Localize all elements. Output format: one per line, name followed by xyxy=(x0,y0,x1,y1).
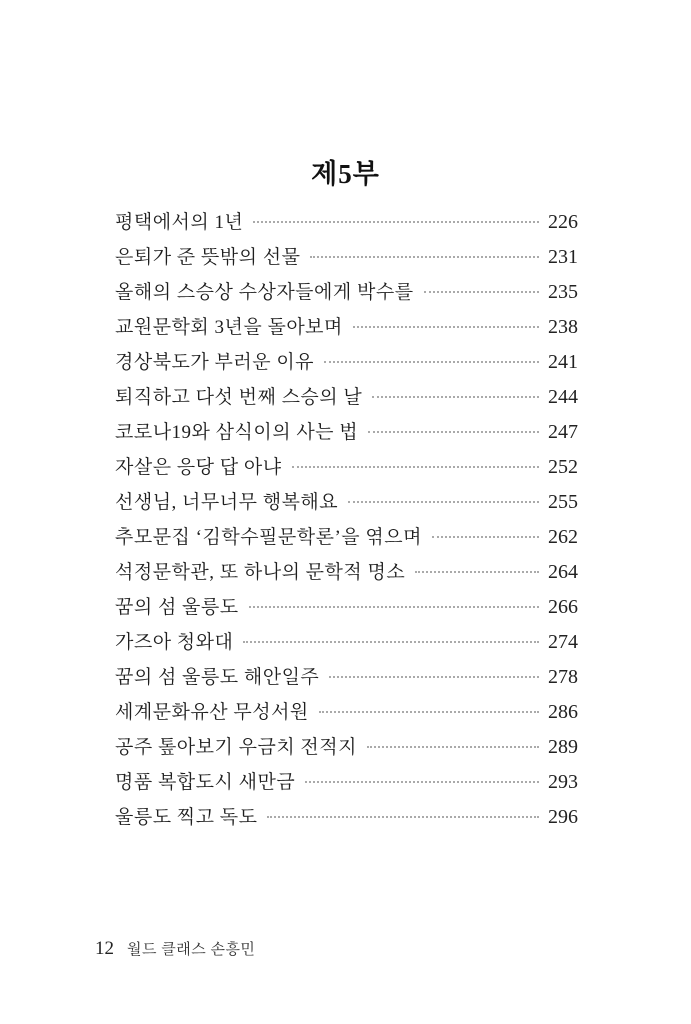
dotted-leader xyxy=(324,361,539,363)
toc-entry-title: 명품 복합도시 새만금 xyxy=(115,772,296,793)
toc-entry-title: 퇴직하고 다섯 번째 스승의 날 xyxy=(115,387,363,408)
toc-entry-title: 경상북도가 부러운 이유 xyxy=(115,352,315,373)
dotted-leader xyxy=(305,781,539,783)
dotted-leader xyxy=(415,571,539,573)
toc-entry-title: 선생님, 너무너무 행복해요 xyxy=(115,492,339,513)
toc-entry-title: 공주 톺아보기 우금치 전적지 xyxy=(115,737,357,758)
dotted-leader xyxy=(432,536,539,538)
dotted-leader xyxy=(348,501,539,503)
toc-entry-page: 289 xyxy=(548,736,578,758)
dotted-leader xyxy=(310,256,539,258)
toc-entry xyxy=(115,310,578,345)
toc-entry xyxy=(115,765,578,800)
toc-entry-page: 247 xyxy=(548,421,578,443)
toc-entry-title: 추모문집 ‘김학수필문학론’을 엮으며 xyxy=(115,527,422,548)
dotted-leader xyxy=(253,221,539,223)
toc-entry xyxy=(115,730,578,765)
dotted-leader xyxy=(267,816,539,818)
toc-entry-title: 세계문화유산 무성서원 xyxy=(115,702,309,723)
toc-entry xyxy=(115,240,578,275)
toc-entry-page: 278 xyxy=(548,666,578,688)
toc-entry-title: 코로나19와 삼식이의 사는 법 xyxy=(115,422,359,443)
toc-entry xyxy=(115,380,578,415)
toc-entry-page: 252 xyxy=(548,456,578,478)
toc-entry xyxy=(115,415,578,450)
toc-entry-title: 자살은 응당 답 아냐 xyxy=(115,457,282,478)
toc-entry xyxy=(115,520,578,555)
toc-entry xyxy=(115,275,578,310)
toc-entry xyxy=(115,345,578,380)
dotted-leader xyxy=(329,676,539,678)
toc-entry-page: 264 xyxy=(548,561,578,583)
toc-entry-page: 226 xyxy=(548,211,578,233)
dotted-leader xyxy=(372,396,539,398)
book-title: 월드 클래스 손흥민 xyxy=(127,942,256,958)
toc-entry-page: 262 xyxy=(548,526,578,548)
toc-entry xyxy=(115,660,578,695)
folio-page-number: 12 xyxy=(95,938,114,959)
toc-entry-title: 은퇴가 준 뜻밖의 선물 xyxy=(115,247,301,268)
dotted-leader xyxy=(367,746,539,748)
toc-entry-page: 244 xyxy=(548,386,578,408)
dotted-leader xyxy=(243,641,539,643)
toc-entry-title: 가즈아 청와대 xyxy=(115,632,234,653)
toc-entry-page: 293 xyxy=(548,771,578,793)
toc-entry-title: 울릉도 찍고 독도 xyxy=(115,807,258,828)
toc-list xyxy=(115,205,578,835)
toc-entry xyxy=(115,555,578,590)
toc-entry xyxy=(115,695,578,730)
toc-entry-page: 255 xyxy=(548,491,578,513)
toc-entry xyxy=(115,450,578,485)
toc-entry-title: 꿈의 섬 울릉도 해안일주 xyxy=(115,667,320,688)
toc-entry-title: 교원문학회 3년을 돌아보며 xyxy=(115,317,343,338)
dotted-leader xyxy=(292,466,539,468)
dotted-leader xyxy=(353,326,539,328)
dotted-leader xyxy=(424,291,539,293)
dotted-leader xyxy=(319,711,539,713)
toc-entry-title: 석정문학관, 또 하나의 문학적 명소 xyxy=(115,562,406,583)
toc-entry-page: 274 xyxy=(548,631,578,653)
toc-entry xyxy=(115,625,578,660)
dotted-leader xyxy=(249,606,539,608)
dotted-leader xyxy=(368,431,539,433)
toc-entry-title: 꿈의 섬 울릉도 xyxy=(115,597,239,618)
toc-entry xyxy=(115,485,578,520)
section-title: 제5부 xyxy=(311,159,380,189)
toc-entry-title: 올해의 스승상 수상자들에게 박수를 xyxy=(115,282,414,303)
toc-entry xyxy=(115,205,578,240)
page-footer xyxy=(95,938,255,960)
toc-entry-page: 286 xyxy=(548,701,578,723)
toc-entry-title: 평택에서의 1년 xyxy=(115,212,244,233)
toc-entry-page: 238 xyxy=(548,316,578,338)
toc-entry-page: 235 xyxy=(548,281,578,303)
toc-entry xyxy=(115,590,578,625)
toc-entry-page: 231 xyxy=(548,246,578,268)
toc-entry-page: 296 xyxy=(548,806,578,828)
toc-entry xyxy=(115,800,578,835)
toc-entry-page: 266 xyxy=(548,596,578,618)
toc-entry-page: 241 xyxy=(548,351,578,373)
